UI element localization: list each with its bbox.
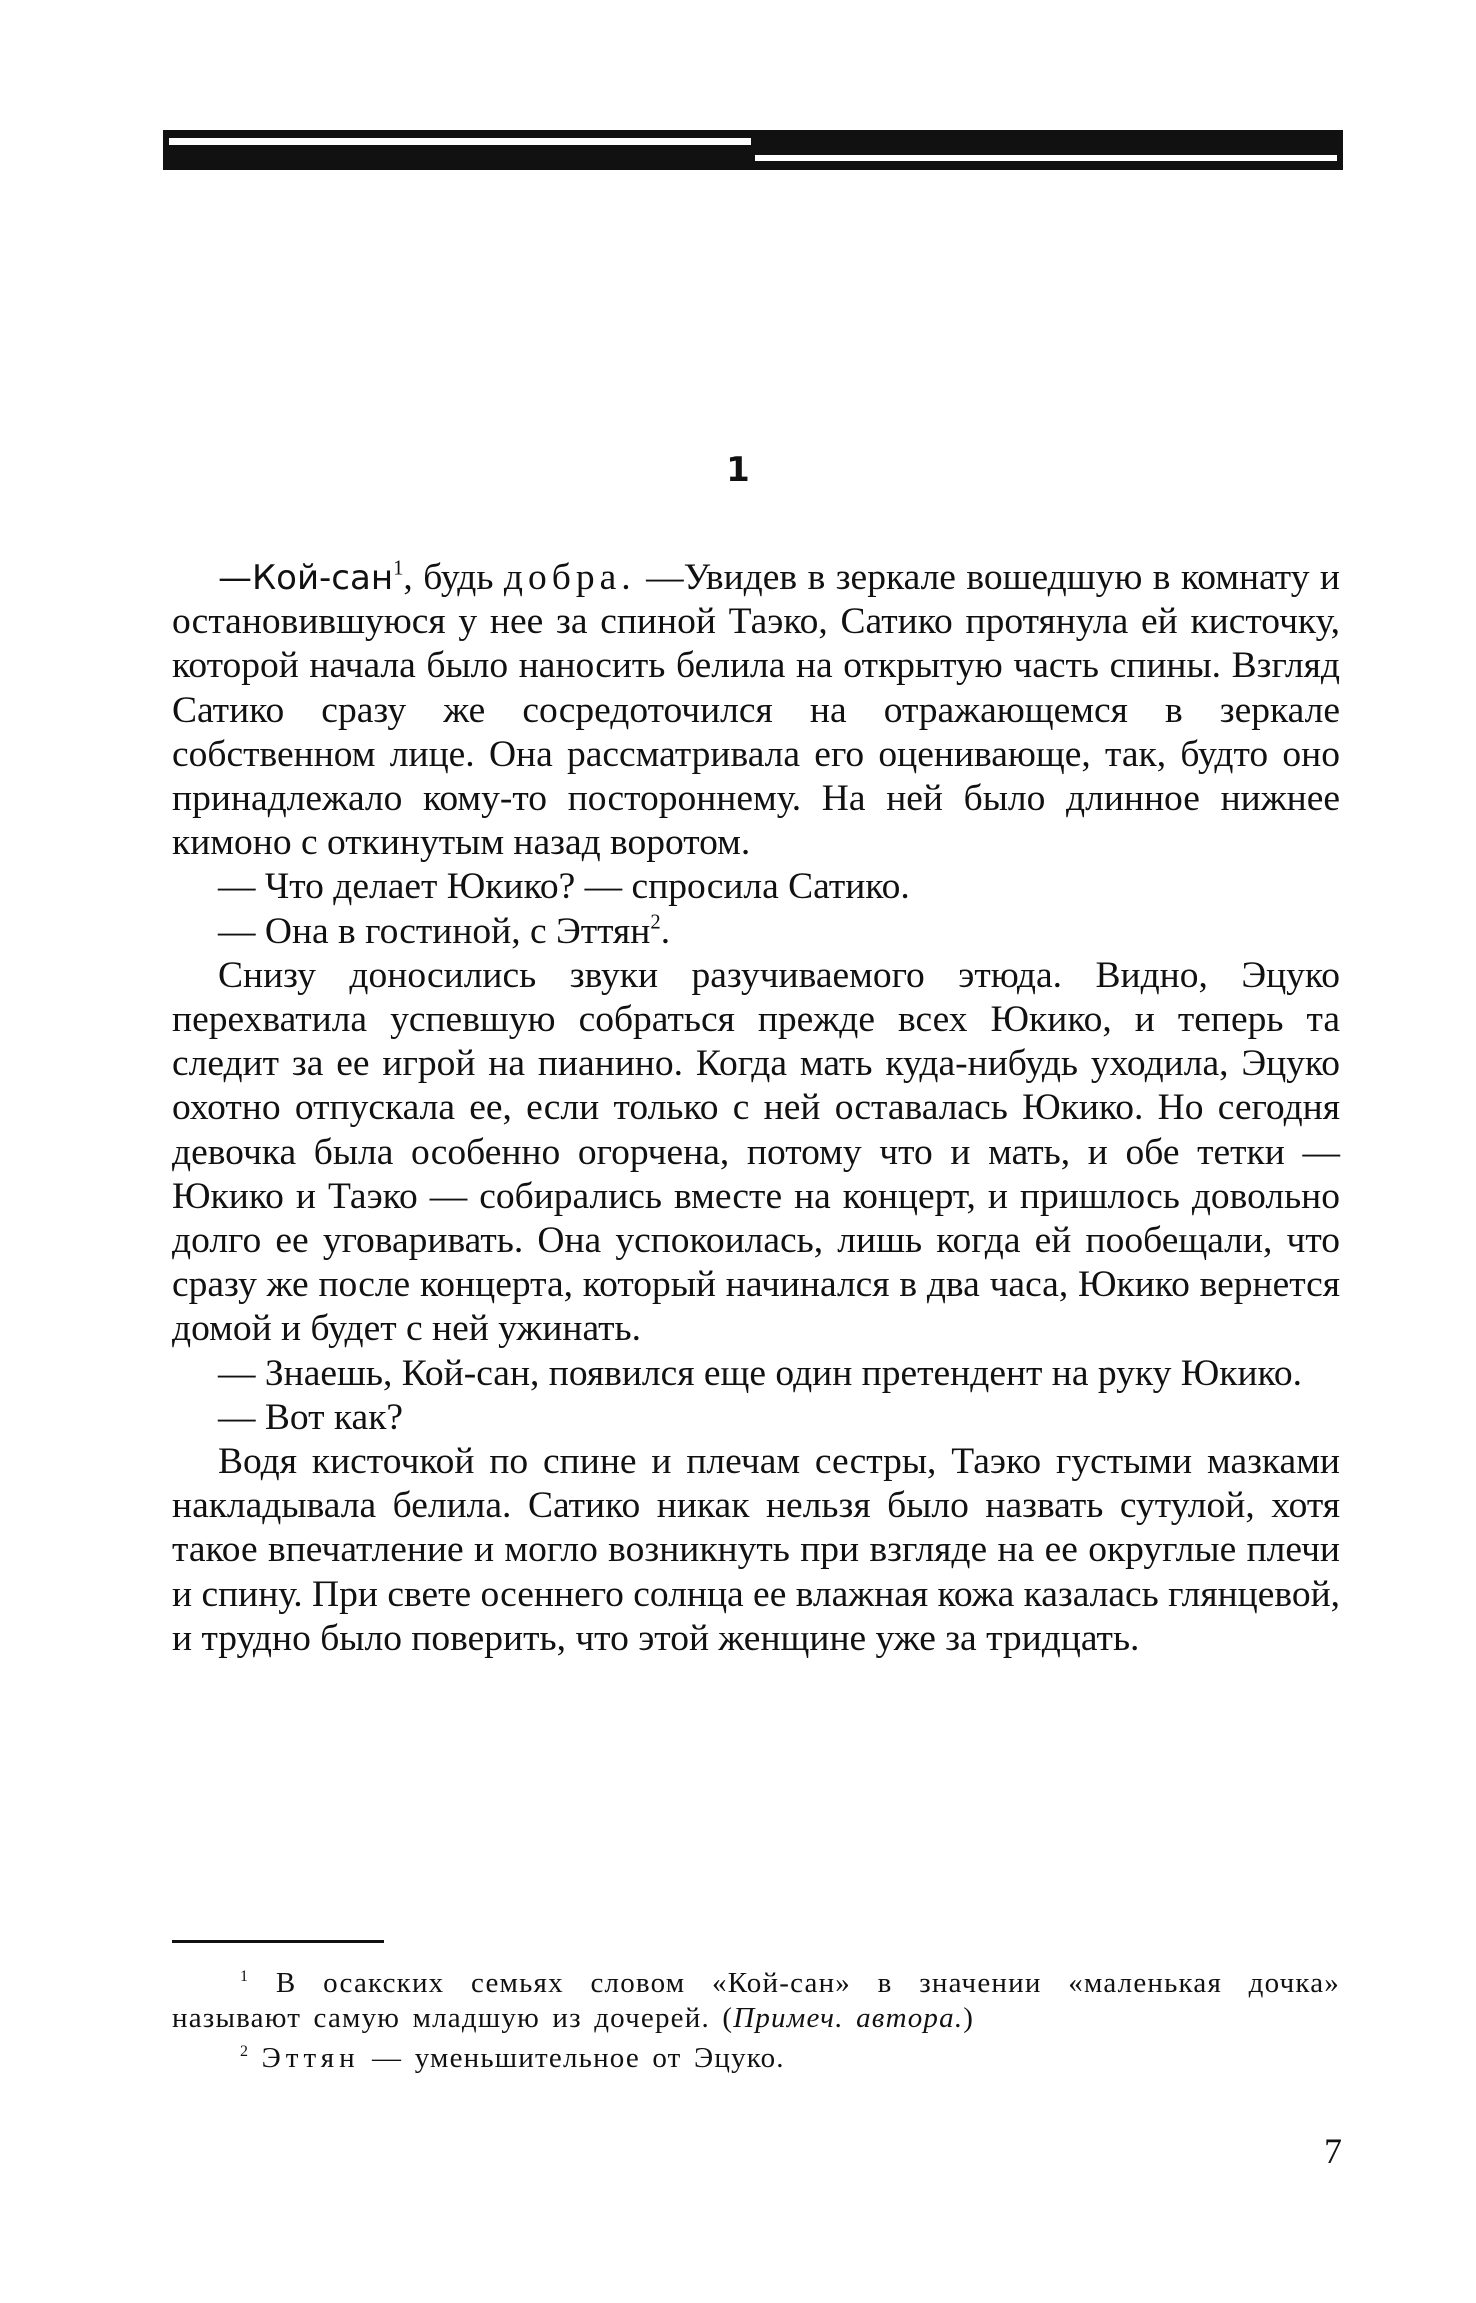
paragraph-1 xyxy=(172,556,1340,865)
page-number: 7 xyxy=(1324,2131,1342,2171)
footnote-2-spaced: Эттян xyxy=(261,2042,360,2074)
footnote-1-text: В осакских семьях словом «Кой-сан» в значении «маленькая дочка» называют самую младшую из дочерей. ( xyxy=(172,1967,1340,2034)
footnote-1-italic: Примеч. автора. xyxy=(733,2001,964,2034)
header-bar-notch-right xyxy=(755,155,1337,161)
paragraph-7: Водя кисточкой по спине и плечам сестры, Таэко густыми мазками накладывала белила. Сатико никак нельзя было назвать сутулой, хотя такое впечатление и могло возникнуть при взгляде на ее округлые плечи и спину. При свете осеннего солнца ее влажная кожа казалась глянцевой, и трудно было поверить, что этой женщине уже за тридцать. xyxy=(172,1441,1341,1659)
footnote-2 xyxy=(172,2041,1340,2076)
paragraph-1-comma: , будь xyxy=(403,557,504,598)
paragraph-6: — Вот как? xyxy=(218,1396,404,1438)
footnote-2-mark: 2 xyxy=(240,2042,250,2060)
paragraph-1-lead: —Кой-сан xyxy=(218,558,394,598)
footnotes xyxy=(172,1966,1340,2076)
paragraph-3 xyxy=(172,910,1340,954)
paragraph-3-text: — Она в гостиной, с Эттян xyxy=(218,910,651,952)
chapter-number: 1 xyxy=(726,450,750,490)
paragraph-2: — Что делает Юкико? — спросила Сатико. xyxy=(218,866,910,908)
header-bar-notch-left xyxy=(169,138,751,145)
footnote-1 xyxy=(172,1966,1340,2035)
paragraph-1-rest: —Увидев в зеркале вошедшую в комнату и остановившуюся у нее за спиной Таэко, Сатико протянула ей кисточку, которой начала было наносить белила на открытую часть спины. Взгляд Сатико сразу же сосредоточился на отражающемся в зеркале собственном лице. Она рассматривала его оценивающе, так, будто оно принадлежало кому-то постороннему. На ней было длинное нижнее кимоно с откинутым назад воротом. xyxy=(172,557,1340,864)
header-bar-solid xyxy=(163,130,1343,170)
paragraph-1-spaced: добра. xyxy=(503,557,636,598)
footnote-ref-2: 2 xyxy=(650,911,661,934)
footnote-1-mark: 1 xyxy=(240,1967,250,1985)
footnote-ref-1: 1 xyxy=(393,557,404,580)
chapter-body xyxy=(172,556,1340,1661)
decorative-header-bar xyxy=(163,130,1343,170)
paragraph-5: — Знаешь, Кой-сан, появился еще один претендент на руку Юкико. xyxy=(218,1352,1302,1394)
paragraph-4: Снизу доносились звуки разучиваемого этюда. Видно, Эцуко перехватила успевшую собраться прежде всех Юкико, и теперь та следит за ее игрой на пианино. Когда мать куда-нибудь уходила, Эцуко охотно отпускала ее, если только с ней оставалась Юкико. Но сегодня девочка была особенно огорчена, потому что и мать, и обе тетки — Юкико и Таэко — собирались вместе на концерт, и пришлось довольно долго ее уговаривать. Она успокоилась, лишь когда ей пообещали, что сразу же после концерта, который начинался в два часа, Юкико вернется домой и будет с ней ужинать. xyxy=(172,954,1340,1350)
footnote-2-text: — уменьшительное от Эцуко. xyxy=(359,2042,785,2074)
footnote-1-close: ) xyxy=(963,2001,975,2034)
paragraph-3-tail: . xyxy=(660,910,671,952)
footnote-divider xyxy=(172,1940,384,1943)
